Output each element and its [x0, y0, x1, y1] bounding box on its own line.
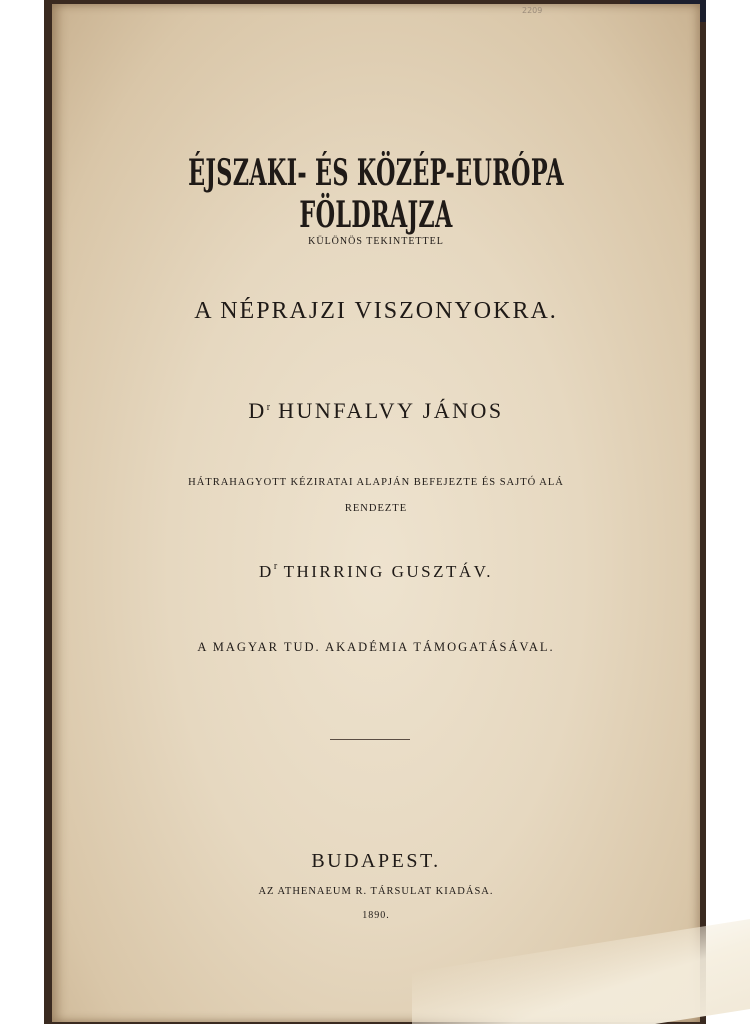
- editor-note-line2: RENDEZTE: [344, 503, 408, 514]
- academy-support: A MAGYAR TUD. AKADÉMIA TÁMOGATÁSÁVAL.: [197, 640, 555, 654]
- editor-note-line1: HÁTRAHAGYOTT KÉZIRATAI ALAPJÁN BEFEJEZTE ÉS SAJTÓ ALÁ: [188, 477, 564, 488]
- page-curl: [412, 915, 750, 1024]
- author-prefix: D: [248, 398, 267, 423]
- page-top-mark: 2209: [522, 6, 543, 15]
- author-sup: r: [266, 402, 271, 413]
- subtitle-small: KÜLÖNÖS TEKINTETTEL: [308, 236, 444, 247]
- editor-prefix: D: [259, 562, 274, 581]
- publication-year: 1890.: [362, 910, 390, 921]
- editor-note: [52, 470, 700, 522]
- author-name: HUNFALVY JÁNOS: [270, 398, 504, 423]
- publication-city: BUDAPEST.: [311, 850, 441, 872]
- book-title: ÉJSZAKI- ÉS KÖZÉP-EURÓPA FÖLDRAJZA: [188, 152, 564, 236]
- publisher: AZ ATHENAEUM R. TÁRSULAT KIADÁSA.: [258, 886, 494, 897]
- divider-rule: [330, 739, 410, 740]
- title-page: [52, 4, 700, 1022]
- author-line: [52, 398, 700, 424]
- editor-sup: r: [273, 561, 278, 572]
- editor-name: THIRRING GUSZTÁV.: [277, 562, 493, 581]
- subtitle-big: A NÉPRAJZI VISZONYOKRA.: [194, 298, 558, 324]
- editor-line: [52, 561, 700, 582]
